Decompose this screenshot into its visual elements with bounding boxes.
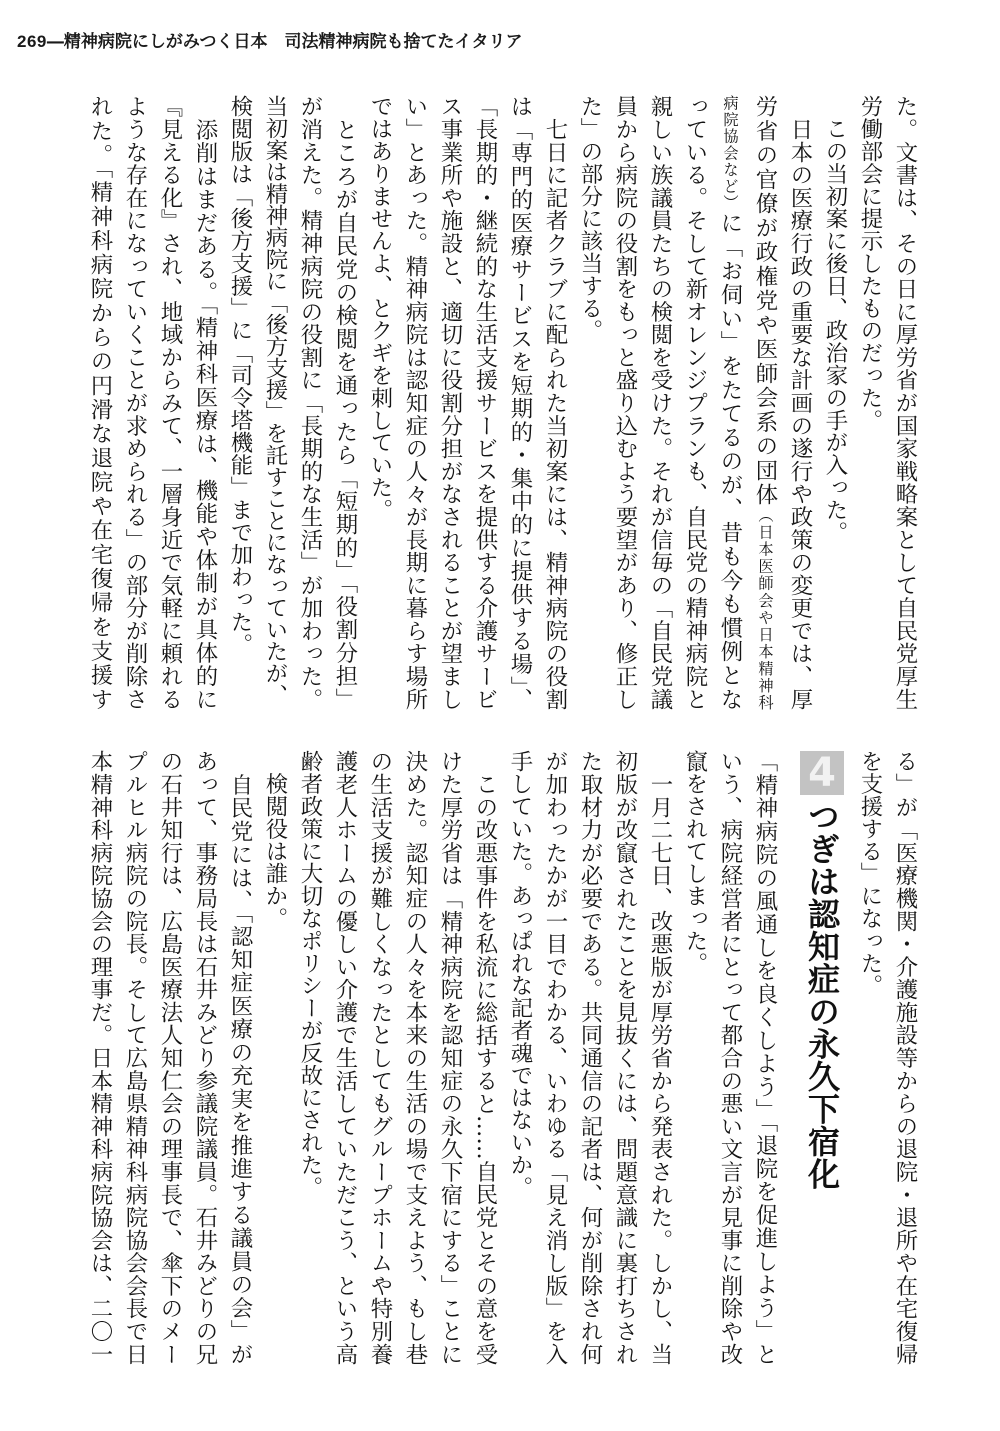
text-column: 齢者政策に大切なポリシーが反故にされた。 (297, 750, 323, 1198)
text-column: 添削はまだある。「精神科医療は、機能や体制が具体的に (192, 95, 218, 710)
text-column: を支援する」になった。 (857, 750, 883, 997)
section-number-badge: 4 (800, 751, 844, 795)
text-column: の生活支援が難しくなったとしてもグループホームや特別養 (367, 750, 393, 1365)
text-column: 自民党には、「認知症医療の充実を推進する議員の会」が (227, 750, 253, 1365)
parenthetical-note: （日本医師会や日本精神科 (756, 507, 774, 710)
text-column: ではありませんよ、とクギを刺していた。 (367, 95, 393, 521)
text-column: 初版が改竄されたことを見抜くには、問題意識に裏打ちされ (612, 750, 638, 1365)
text-column: 当初案は精神病院に「後方支援」を託すことになっていたが、 (262, 95, 288, 706)
text-column: いう、病院経営者にとって都合の悪い文言が見事に削除や改 (717, 750, 743, 1365)
text-column: けた厚労省は「精神病院を認知症の永久下宿にする」ことに (437, 750, 463, 1365)
text-column: れた。「精神科病院からの円滑な退院や在宅復帰を支援す (87, 95, 113, 710)
text-column: 竄をされてしまった。 (682, 750, 708, 974)
text-column: た」の部分に該当する。 (577, 95, 603, 342)
text-column: 七日に記者クラブに配られた当初案には、精神病院の役割 (542, 95, 568, 710)
text-column: ス事業所や施設と、適切に役割分担がなされることが望まし (437, 95, 463, 710)
text-column: い」とあった。精神病院は認知症の人々が長期に暮らす場所 (402, 95, 428, 710)
text-column: は「専門的医療サービスを短期的・集中的に提供する場」、 (507, 95, 533, 710)
text-column: が加わったかが一目でわかる、いわゆる「見え消し版」を入 (542, 750, 568, 1365)
text-column: ところが自民党の検閲を通ったら「短期的」「役割分担」 (332, 95, 358, 710)
text-column: 検閲版は「後方支援」に「司令塔機能」まで加わった。 (227, 95, 253, 655)
text-column: 員から病院の役割をもっと盛り込むよう要望があり、修正し (612, 95, 638, 710)
section-title: つぎは認知症の永久下宿化 (803, 800, 841, 1190)
text-column: た。文書は、その日に厚労省が国家戦略案として自民党厚生 (892, 95, 918, 710)
text-column: 「長期的・継続的な生活支援サービスを提供する介護サービ (472, 95, 498, 710)
text-column: この当初案に後日、政治家の手が入った。 (822, 95, 848, 543)
text-column: 日本の医療行政の重要な計画の遂行や政策の変更では、厚 (787, 95, 813, 710)
text-column: 検閲役は誰か。 (262, 750, 288, 930)
text-column: プルヒル病院の院長。そして広島県精神科病院協会会長で日 (122, 750, 148, 1365)
text-column: 護老人ホームの優しい介護で生活していただこう、という高 (332, 750, 358, 1365)
text-column: 本精神科病院協会の理事だ。日本精神科病院協会は、二〇一 (87, 750, 113, 1365)
text-column: あって、事務局長は石井みどり参議院議員。石井みどりの兄 (192, 750, 218, 1365)
column-main-text: 労省の官僚が政権党や医師会系の団体 (752, 95, 778, 508)
running-title: ―精神病院にしがみつく日本 司法精神病院も捨てたイタリア (46, 32, 523, 52)
text-column: が消えた。精神病院の役割に「長期的な生活」が加わった。 (297, 95, 323, 710)
text-column: 手していた。あっぱれな記者魂ではないか。 (507, 750, 533, 1198)
text-column: の石井知行は、広島医療法人知仁会の理事長で、傘下のメー (157, 750, 183, 1365)
text-column (747, 95, 782, 710)
text-column: っている。そして新オレンジプランも、自民党の精神病院と (682, 95, 708, 710)
text-column: 親しい族議員たちの検閲を受けた。それが信毎の「自民党議 (647, 95, 673, 710)
text-column: 一月二七日、改悪版が厚労省から発表された。しかし、当 (647, 750, 673, 1365)
parenthetical-note: 病院協会など） (721, 95, 739, 212)
text-column: ような存在になっていくことが求められる」の部分が削除さ (122, 95, 148, 710)
text-column: 「精神病院の風通しを良くしよう」「退院を促進しよう」と (752, 750, 778, 1365)
text-column: た取材力が必要である。共同通信の記者は、何が削除され何 (577, 750, 603, 1365)
section-heading (782, 750, 852, 1365)
running-header (17, 30, 523, 54)
lower-text-block-before-heading (852, 750, 922, 1365)
column-main-text: に「お伺い」をたてるのが、昔も今も慣例とな (717, 211, 743, 710)
text-column: 決めた。認知症の人々を本来の生活の場で支えよう、もし巷 (402, 750, 428, 1365)
text-column (712, 95, 747, 710)
upper-text-block (82, 95, 922, 710)
text-column: この改悪事件を私流に総括すると……自民党とその意を受 (472, 750, 498, 1365)
text-column: 『見える化』され、地域からみて、一層身近で気軽に頼れる (157, 95, 183, 710)
lower-text-block-after-heading (82, 750, 782, 1365)
page-number: 269 (17, 32, 47, 51)
text-column: る」が「医療機関・介護施設等からの退院・退所や在宅復帰 (892, 750, 918, 1365)
text-column: 労働部会に提示したものだった。 (857, 95, 883, 431)
